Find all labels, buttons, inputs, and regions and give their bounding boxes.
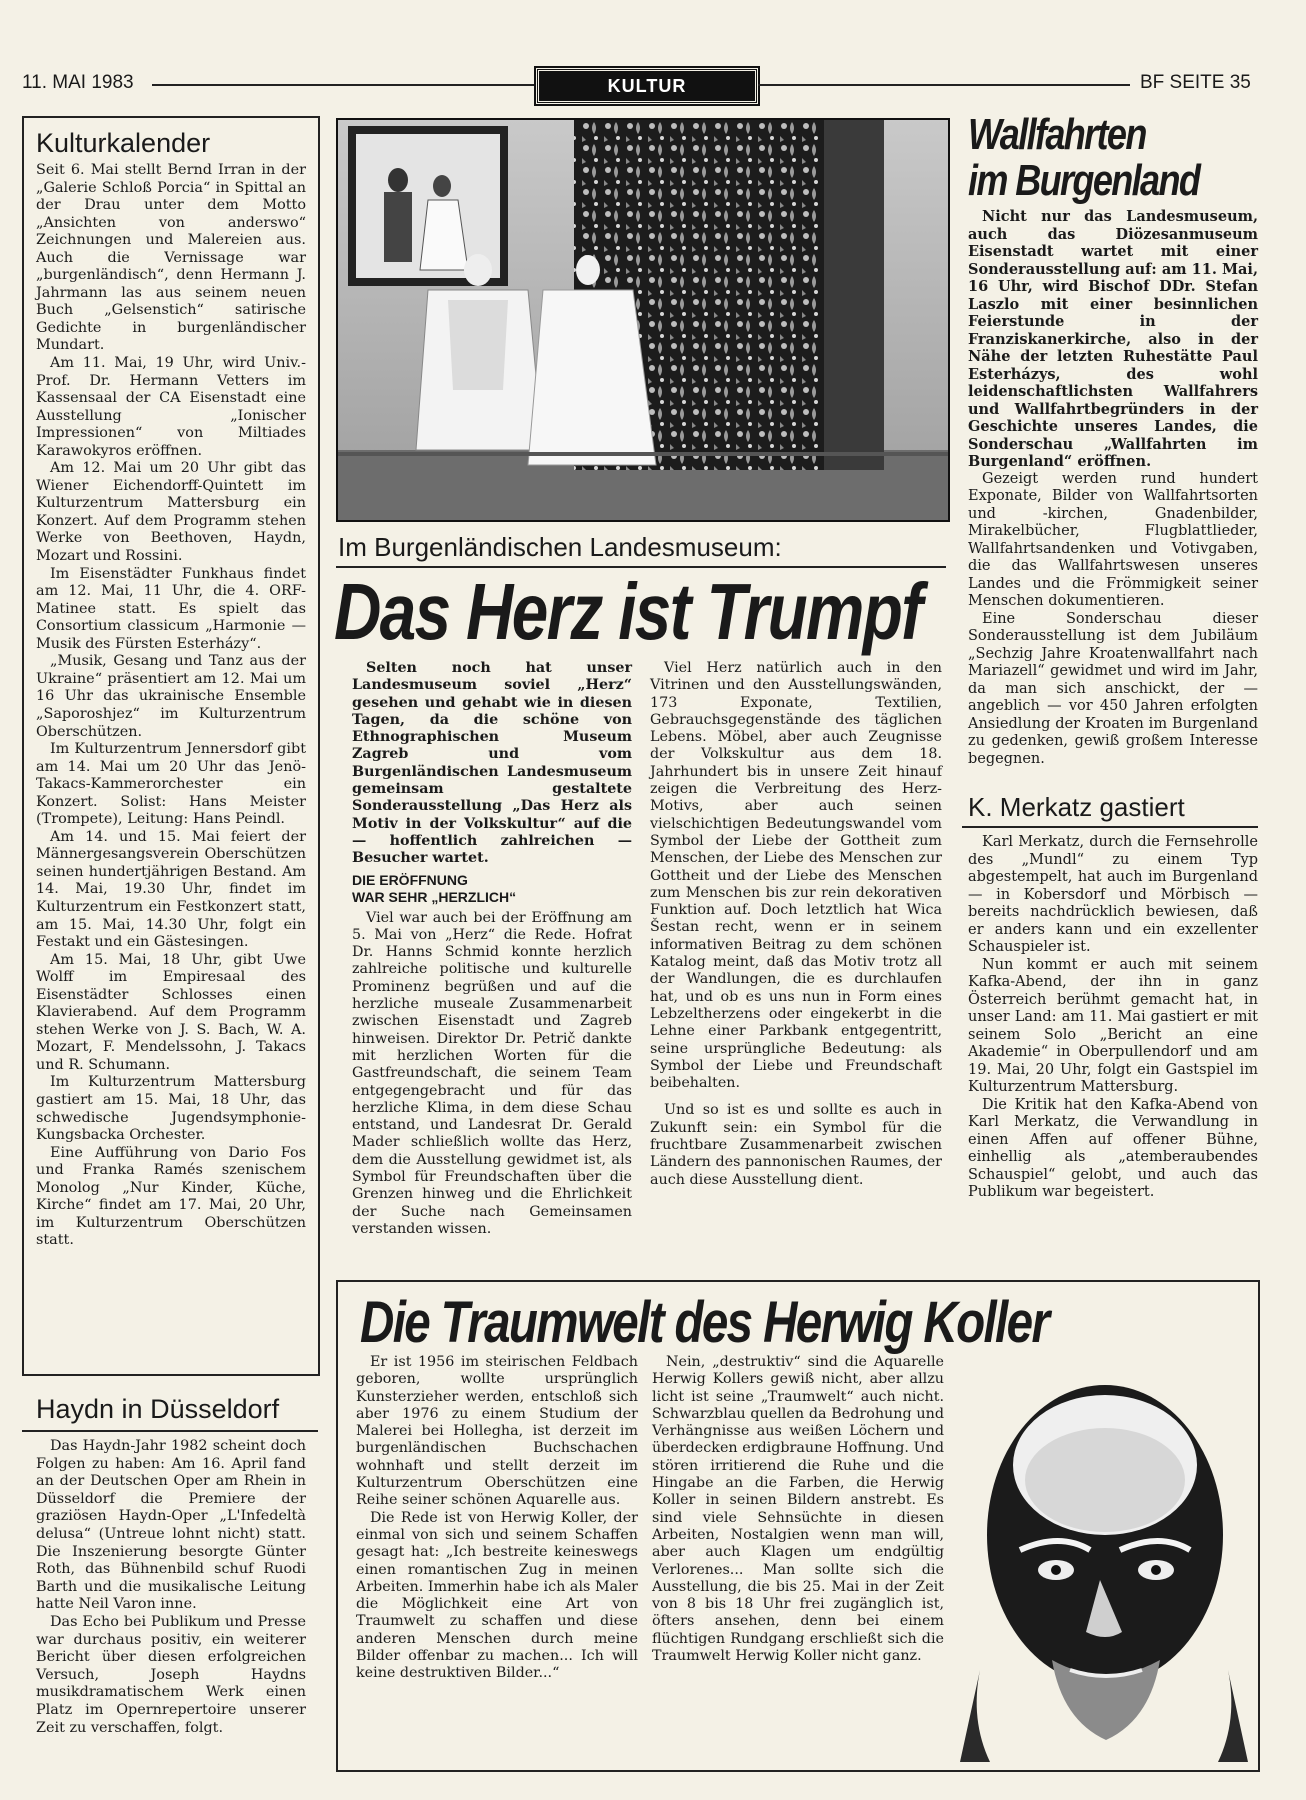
- koller-portrait: [960, 1370, 1248, 1762]
- herz-subhead-line2: WAR SEHR „HERZLICH“: [352, 888, 517, 905]
- merkatz-paragraph: Karl Merkatz, durch die Fernsehrolle des „Mundl“ zu einem Typ abgestempelt, hat auch im Burgenland — in Kobersdorf und Mörbisch — bereits nachdrücklich bewiesen, daß er anders kann und ein exzellenter Schauspieler ist.: [968, 834, 1258, 955]
- wallfahrten-paragraph: Gezeigt werden rund hundert Exponate, Bilder von Wallfahrtsorten und -kirchen, Gnadenbilder, Mirakelbücher, Flugblattlieder, Wallfahrtsandenken und Votivgaben, die das Wallfahrtswesen unseres Landes und die Frömmigkeit seiner Menschen dokumentieren.: [968, 470, 1258, 609]
- wallfahrten-lead: Nicht nur das Landesmuseum, auch das Diözesanmuseum Eisenstadt wartet mit einer Sonderausstellung auf: am 11. Mai, 16 Uhr, wird Bischof DDr. Stefan Laszlo mit einer besinnlichen Feierstunde in der Franziskanerkirche, also in der Nähe der letzten Ruhestätte Paul Esterházys, des wohl leidenschaftlichsten Wallfahrers und Wallfahrtbegründers in der Geschichte unseres Landes, die Sonderschau „Wallfahrten im Burgenland“ eröffnen.: [968, 208, 1258, 470]
- masthead-rule-left: [152, 84, 534, 86]
- merkatz-title: K. Merkatz gastiert: [968, 792, 1185, 822]
- page-number: BF SEITE 35: [1140, 72, 1251, 93]
- herz-col1: [352, 660, 632, 1238]
- museum-photo-image: [338, 120, 948, 520]
- wallfahrten-paragraph: Eine Sonderschau dieser Sonderausstellung ist dem Jubiläum „Sechzig Jahre Kroatenwallfahrt nach Mariazell“ gewidmet und wird im Jahr, da man sich anschickt, der — angeblich — vor 450 Jahren erfolgten Ansiedlung der Kroaten im Burgenland zu gedenken, gewiß großem Interesse begegnen.: [968, 610, 1258, 767]
- koller-paragraph: Die Rede ist von Herwig Koller, der einmal von sich und seinem Schaffen gesagt hat: „Ich bestreite keineswegs einen romantischen Zug in meinen Arbeiten. Immerhin habe ich als Maler die Möglichkeit eine Art von Traumwelt zu schaffen und diese anderen Menschen durch meine Bilder offenbar zu machen... Ich will keine destruktiven Bilder...“: [356, 1509, 638, 1682]
- herz-subhead: [352, 872, 632, 906]
- merkatz-paragraph: Die Kritik hat den Kafka-Abend von Karl Merkatz, die Verwandlung in einen Affen auf offener Bühne, einhellig als „atemberaubendes Schauspiel“ gelobt, und auch das Publikum war begeistert.: [968, 1096, 1258, 1200]
- herz-col2-closing: Und so ist es und sollte es auch in Zukunft sein: ein Symbol für die fruchtbare Zusammenarbeit zwischen Ländern des pannonischen Raumes, der auch diese Ausstellung dient.: [650, 1102, 942, 1188]
- merkatz-body: [968, 834, 1258, 1202]
- haydn-paragraph: Das Haydn-Jahr 1982 scheint doch Folgen zu haben: Am 16. April fand an der Deutschen Oper am Rhein in Düsseldorf die Premiere der graziösen Haydn-Oper „L'Infedeltà delusa“ (Untreue lohnt nicht) statt. Die Inszenierung besorgte Günter Roth, das Bühnenbild schuf Ruodi Barth und die musikalische Leitung hatte Neil Varon inne.: [36, 1438, 306, 1613]
- koller-paragraph: Er ist 1956 im steirischen Feldbach geboren, wollte ursprünglich Kunsterzieher werden, entschloß sich aber 1976 zu einem Studium der Malerei bei Hollegha, ist derzeit im burgenländischen Buchschachen wohnhaft und stellt derzeit im Kulturzentrum Oberschützen eine Reihe seiner schönen Aquarelle aus.: [356, 1354, 638, 1509]
- kulturkalender-title: Kulturkalender: [36, 128, 211, 158]
- kulturkalender-body: [36, 162, 306, 1250]
- herz-headline: Das Herz ist Trumpf: [334, 567, 922, 656]
- haydn-title-rule: [22, 1430, 318, 1432]
- masthead-rule-right: [758, 84, 1130, 86]
- wallfahrten-body: [968, 208, 1258, 768]
- herz-col2: [650, 660, 942, 1189]
- merkatz-paragraph: Nun kommt er auch mit seinem Kafka-Abend, der ihn in ganz Österreich berühmt gemacht hat, in unser Land: am 11. Mai gastiert er mit seinem Solo „Bericht an eine Akademie“ in Oberpullendorf und am 19. Mai, 20 Uhr, folgt ein Gastspiel im Kulturzentrum Mattersburg.: [968, 956, 1258, 1095]
- haydn-body: [36, 1438, 306, 1737]
- koller-headline: Die Traumwelt des Herwig Koller: [360, 1290, 1049, 1355]
- section-label: KULTUR: [536, 68, 758, 104]
- kalender-paragraph: „Musik, Gesang und Tanz aus der Ukraine“ präsentiert am 12. Mai um 16 Uhr das ukrainische Ensemble „Saporoshjez“ im Kulturzentrum Oberschützen.: [36, 653, 306, 740]
- kalender-paragraph: Im Kulturzentrum Jennersdorf gibt am 14. Mai um 20 Uhr das Jenö-Takacs-Kammerorchester ein Konzert. Solist: Hans Meister (Trompete), Leitung: Hans Peindl.: [36, 741, 306, 828]
- herz-subhead-line1: DIE ERÖFFNUNG: [352, 871, 468, 888]
- herz-col1-text: Viel war auch bei der Eröffnung am 5. Mai von „Herz“ die Rede. Hofrat Dr. Hanns Schmid konnte herzlich zahlreiche politische und kulturelle Prominenz begrüßen und auf die herzliche museale Zusammenarbeit zwischen Eisenstadt und Zagreb hinweisen. Direktor Dr. Petrič dankte mit herzlichen Worten für die Gastfreundschaft, die seinem Team entgegengebracht und für das herzliche Klima, in dem diese Schau entstand, und Landesrat Dr. Gerald Mader schließlich wollte das Herz, dem die Ausstellung gewidmet ist, als Symbol für Freundschaften über die Grenzen hinweg und die Ehrlichkeit der Suche nach Gemeinsamen verstanden wissen.: [352, 909, 632, 1237]
- herz-lead: Selten noch hat unser Landesmuseum soviel „Herz“ gesehen und gehabt wie in diesen Tagen, da die schöne von Ethnographischen Museum Zagreb und vom Burgenländischen Landesmuseum gemeinsam gestaltete Sonderausstellung „Das Herz als Motiv in der Volkskultur“ auf die — hoffentlich zahlreichen — Besucher wartet.: [352, 660, 632, 867]
- wallfahrten-headline-line2: im Burgenland: [968, 156, 1200, 205]
- herz-col2-text: Viel Herz natürlich auch in den Vitrinen und den Ausstellungswänden, 173 Exponate, Textilien, Gebrauchsgegenstände des täglichen Lebens. Möbel, aber auch Zeugnisse der Volkskultur aus dem 18. Jahrhundert bis in unsere Zeit hinauf zeigen die Verbreitung des Herz-Motivs, aber auch seinen vielschichtigen Bedeutungswandel vom Symbol der Liebe der Gottheit zum Menschen, der Liebe des Menschen zur Gottheit und der Liebe des Menschen zum Menschen bis zur rein dekorativen Funktion auf. Doch letztlich hat Wica Šestan recht, wenn er in seinem informativen Beitrag zu dem schönen Katalog meint, daß das Motiv trotz all der Wandlungen, die es durchlaufen hat, und ob es uns nun in Form eines Lebzeltherzens oder eingekerbt in die Lehne einer Parkbank entgegentritt, seine ursprüngliche Bedeutung: als Symbol der Liebe und Freundschaft beibehalten.: [650, 660, 942, 1092]
- kalender-paragraph: Am 12. Mai um 20 Uhr gibt das Wiener Eichendorff-Quintett im Kulturzentrum Mattersburg ein Konzert. Auf dem Programm stehen Werke von Beethoven, Haydn, Mozart und Rossini.: [36, 460, 306, 565]
- kalender-paragraph: Am 14. und 15. Mai feiert der Männergesangsverein Oberschützen seinen hundertjährigen Bestand. Am 14. Mai, 19.30 Uhr, findet im Kulturzentrum ein Festkonzert statt, am 15. Mai, 14.30 Uhr, folgt ein Festakt und ein Gästesingen.: [36, 828, 306, 951]
- merkatz-title-rule: [962, 826, 1258, 828]
- kalender-paragraph: Am 11. Mai, 19 Uhr, wird Univ.-Prof. Dr. Hermann Vetters im Kassensaal der CA Eisenstadt eine Ausstellung „Ionischer Impressionen“ von Miltiades Karawokyros eröffnen.: [36, 355, 306, 459]
- kalender-paragraph: Im Eisenstädter Funkhaus findet am 12. Mai, 11 Uhr, die 4. ORF-Matinee statt. Es spielt das Consortium classicum „Harmonie — Musik des Fürsten Esterházy“.: [36, 565, 306, 652]
- issue-date: 11. MAI 1983: [22, 72, 134, 93]
- kalender-paragraph: Eine Aufführung von Dario Fos und Franka Ramés szenischem Monolog „Nur Kinder, Küche, Kirche“ findet am 17. Mai, 20 Uhr, im Kulturzentrum Oberschützen statt.: [36, 1144, 306, 1249]
- koller-col1: [356, 1354, 638, 1683]
- koller-portrait-image: [960, 1370, 1248, 1762]
- herz-kicker: Im Burgenländischen Landesmuseum:: [338, 532, 782, 562]
- haydn-title: Haydn in Düsseldorf: [36, 1394, 280, 1424]
- museum-photo: [336, 118, 950, 522]
- haydn-paragraph: Das Echo bei Publikum und Presse war durchaus positiv, ein weiterer Bericht über diesen erfolgreichen Versuch, Joseph Haydns musikdramatischem Werk einen Platz im Opernrepertoire unserer Zeit zu verschaffen, folgt.: [36, 1613, 306, 1736]
- kalender-paragraph: Am 15. Mai, 18 Uhr, gibt Uwe Wolff im Empiresaal des Eisenstädter Schlosses einen Klavierabend. Auf dem Programm stehen Werke von J. S. Bach, W. A. Mozart, F. Mendelssohn, J. Takacs und R. Schumann.: [36, 951, 306, 1073]
- koller-col2: [652, 1354, 944, 1665]
- wallfahrten-headline-line1: Wallfahrten: [968, 110, 1146, 159]
- kalender-paragraph: Seit 6. Mai stellt Bernd Irran in der „Galerie Schloß Porcia“ in Spittal an der Drau unter dem Motto „Ansichten von anderswo“ Zeichnungen und Malereien aus. Auch die Vernissage war „burgenländisch“, denn Hermann J. Jahrmann las aus seinem neuen Buch „Gelsenstich“ satirische Gedichte in burgenländischer Mundart.: [36, 162, 306, 354]
- kalender-paragraph: Im Kulturzentrum Mattersburg gastiert am 15. Mai, 18 Uhr, das schwedische Jugendsymphonie-Kungsbacka Orchester.: [36, 1074, 306, 1144]
- koller-paragraph: Nein, „destruktiv“ sind die Aquarelle Herwig Kollers gewiß nicht, aber allzu licht ist seine „Traumwelt“ auch nicht. Schwarzblau quellen da Bedrohung und Verhängnisse aus weißen Löchern und überdecken erdigbraune Hoffnung. Und stören irritierend die Ruhe und die Hingabe an die Farben, die Herwig Koller in seinen Bildern anstrebt. Es sind viele Sehnsüchte in diesen Arbeiten, Nostalgien wenn man will, aber auch Klagen um endgültig Verlorenes... Man sollte sich die Ausstellung, die bis 25. Mai in der Zeit von 8 bis 18 Uhr frei zugänglich ist, öfters ansehen, denn bei einem flüchtigen Rundgang erschließt sich die Traumwelt Herwig Koller nicht ganz.: [652, 1354, 944, 1665]
